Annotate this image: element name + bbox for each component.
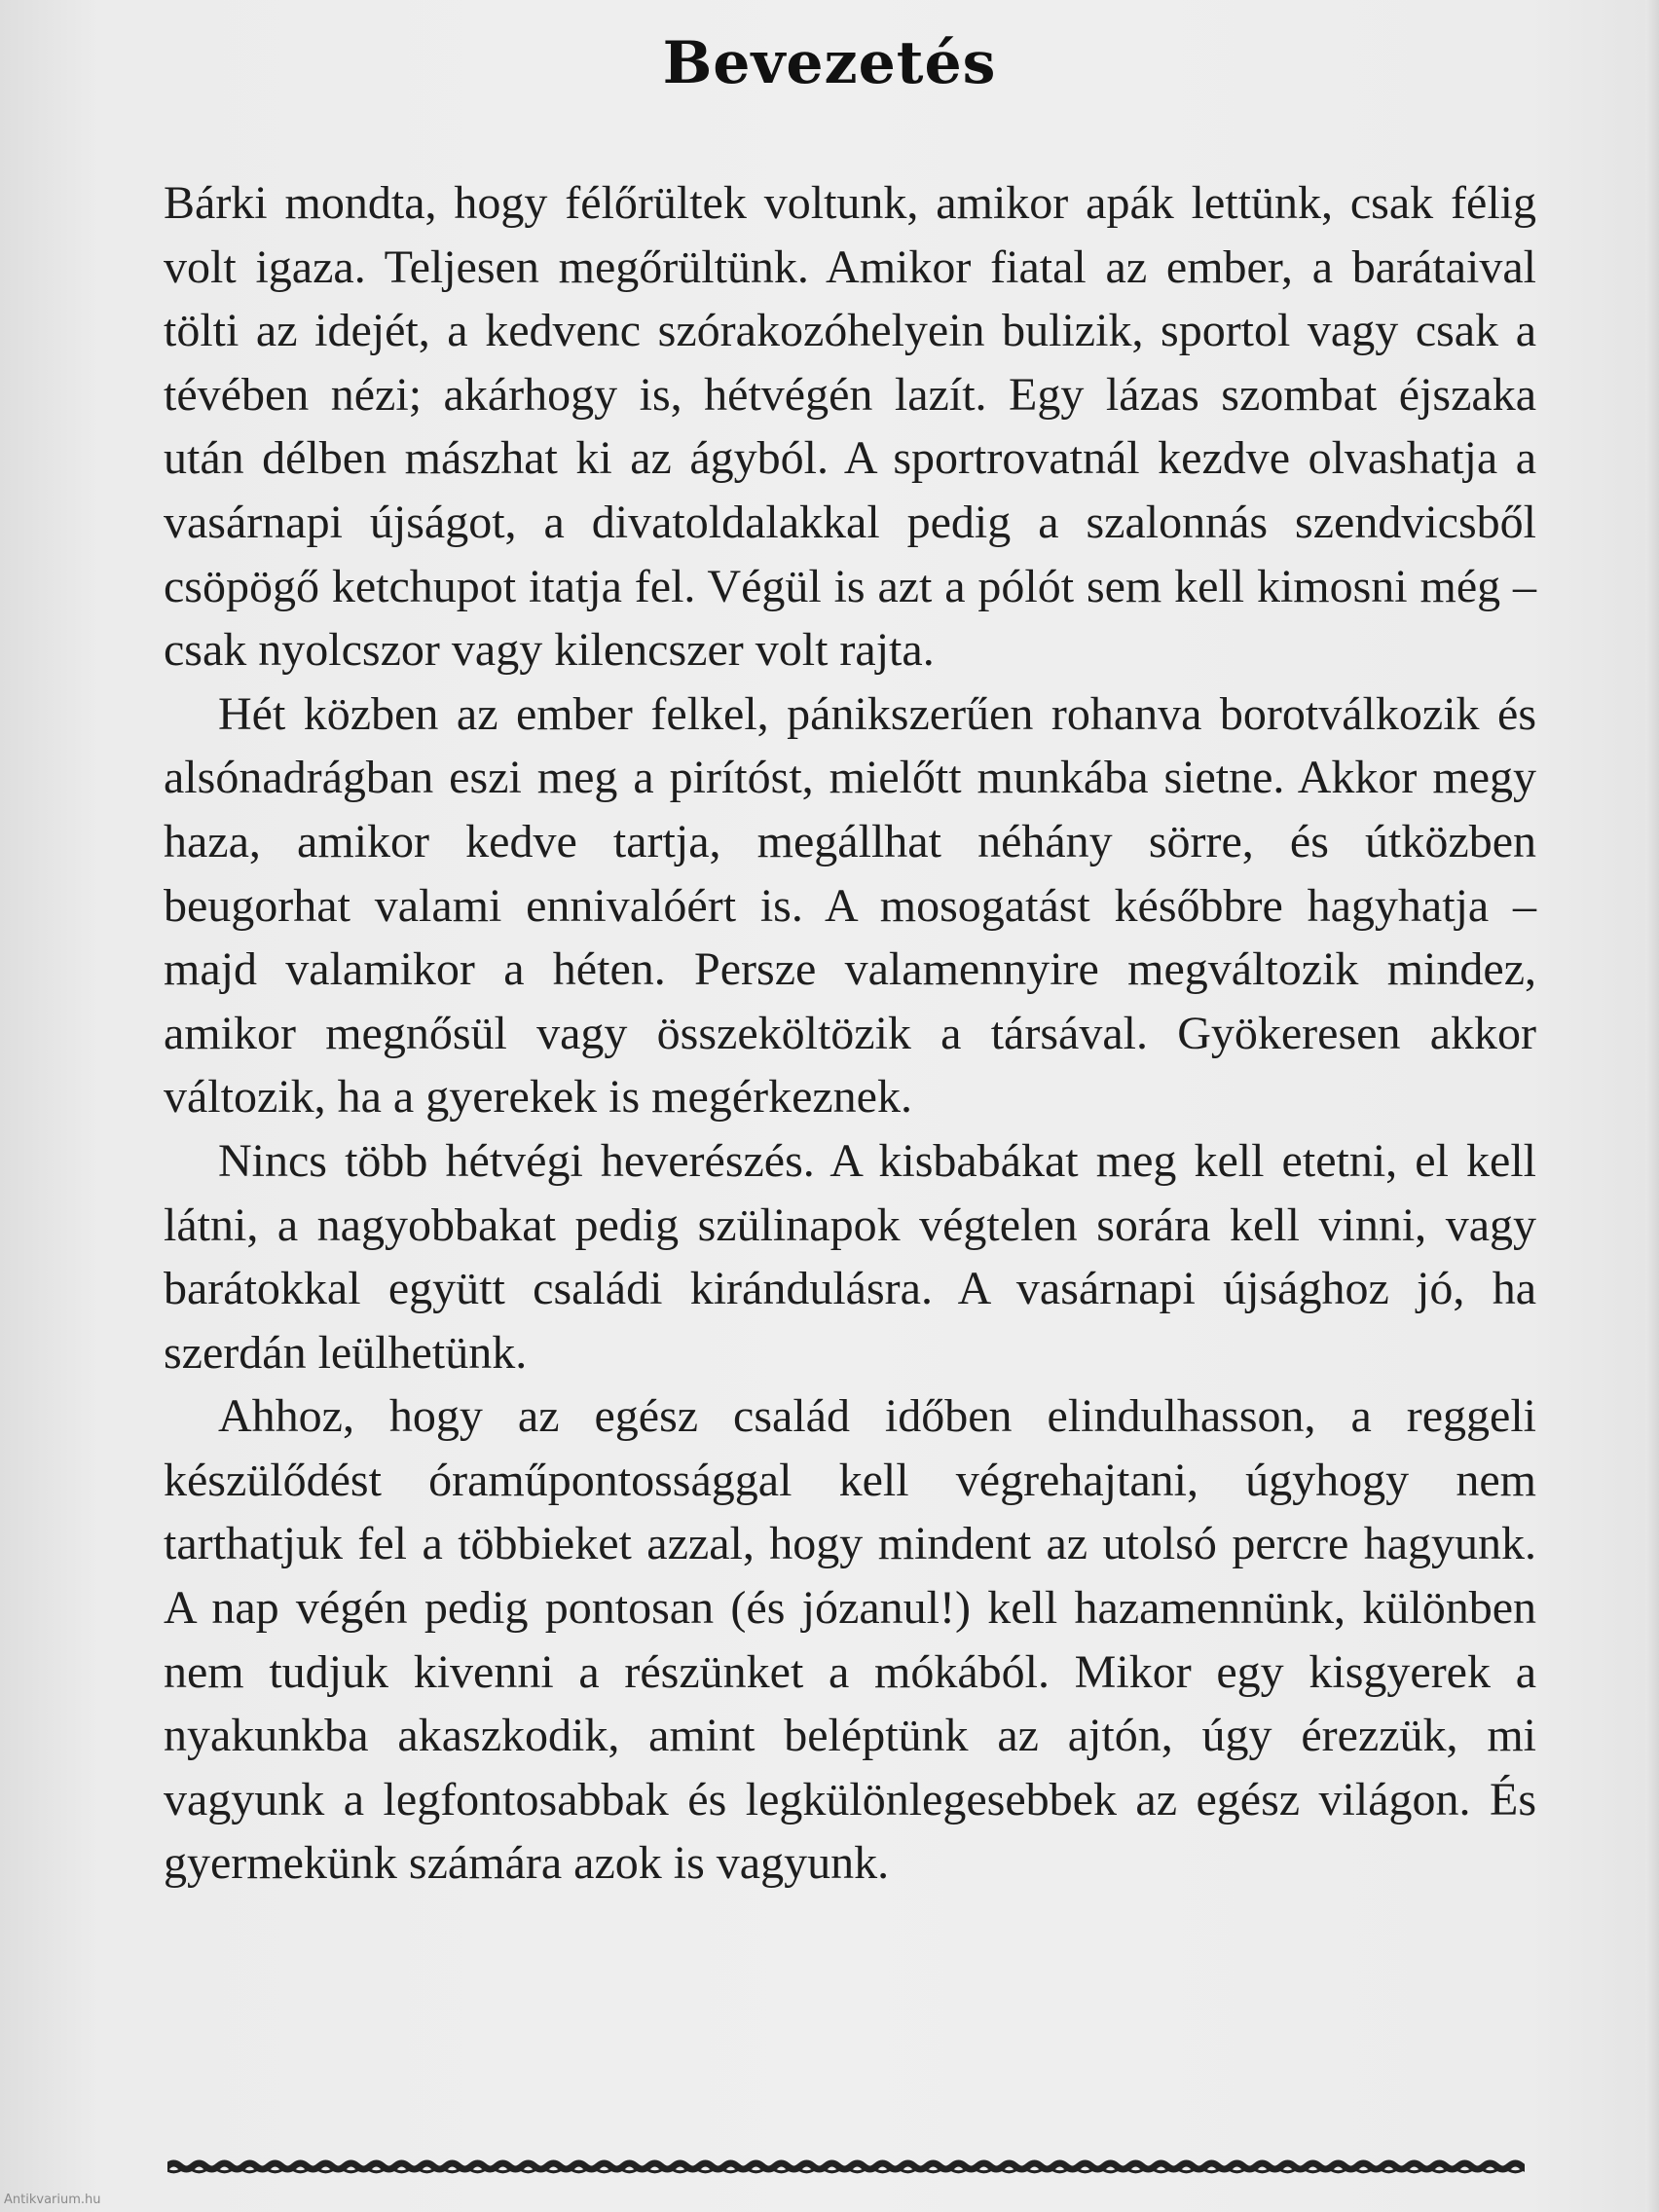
paragraph-4: Ahhoz, hogy az egész család időben elindulhasson, a reggeli készülődést óraműpontossággal kell végrehajtani, úgyhogy nem tarthatjuk fel a többieket azzal, hogy mindent az utolsó percre hagyunk. A nap végén pedig pontosan (és józanul!) kell hazamennünk, különben nem tudjuk kivenni a részünket a mókából. Mikor egy kisgyerek a nyakunkba akaszkodik, amint beléptünk az ajtón, úgy érezzük, mi vagyunk a legfontosabbak és legkülönlegesebbek az egész világon. És gyermekünk számára azok is vagyunk. bbox=[164, 1390, 1536, 1890]
chapter-body bbox=[164, 171, 1536, 1896]
chapter-title: Bevezetés bbox=[662, 29, 997, 97]
paragraph-2: Hét közben az ember felkel, pánikszerűen rohanva borotválkozik és alsónadrágban eszi meg a pirítóst, mielőtt munkába sietne. Akkor megy haza, amikor kedve tartja, megállhat néhány sörre, és útközben beugorhat valami ennivalóért is. A mosogatást későbbre hagyhatja – majd valamikor a héten. Persze valamennyire megváltozik mindez, amikor megnősül vagy összeköltözik a társával. Gyökeresen akkor változik, ha a gyerekek is megérkeznek. bbox=[164, 687, 1536, 1124]
source-watermark: Antikvarium.hu bbox=[4, 2193, 101, 2207]
paragraph-1: Bárki mondta, hogy félőrültek voltunk, amikor apák lettünk, csak félig volt igaza. Teljesen megőrültünk. Amikor fiatal az ember, a barátaival tölti az idejét, a kedvenc szórakozóhelyein bulizik, sportol vagy csak a tévében nézi; akárhogy is, hétvégén lazít. Egy lázas szombat éjszaka után délben mászhat ki az ágyból. A sportrovatnál kezdve olvashatja a vasárnapi újságot, a divatoldalakkal pedig a szalonnás szendvicsből csöpögő ketchupot itatja fel. Végül is azt a pólót sem kell kimosni még – csak nyolcszor vagy kilencszer volt rajta. bbox=[164, 177, 1536, 677]
paragraph-3: Nincs több hétvégi heverészés. A kisbabákat meg kell etetni, el kell látni, a nagyobbakat pedig szülinapok végtelen sorára kell vinni, vagy barátokkal együtt családi kirándulásra. A vasárnapi újsághoz jó, ha szerdán leülhetünk. bbox=[164, 1134, 1536, 1379]
page-edge-shadow bbox=[1645, 0, 1659, 2212]
wavy-ornament-divider bbox=[167, 2154, 1525, 2179]
